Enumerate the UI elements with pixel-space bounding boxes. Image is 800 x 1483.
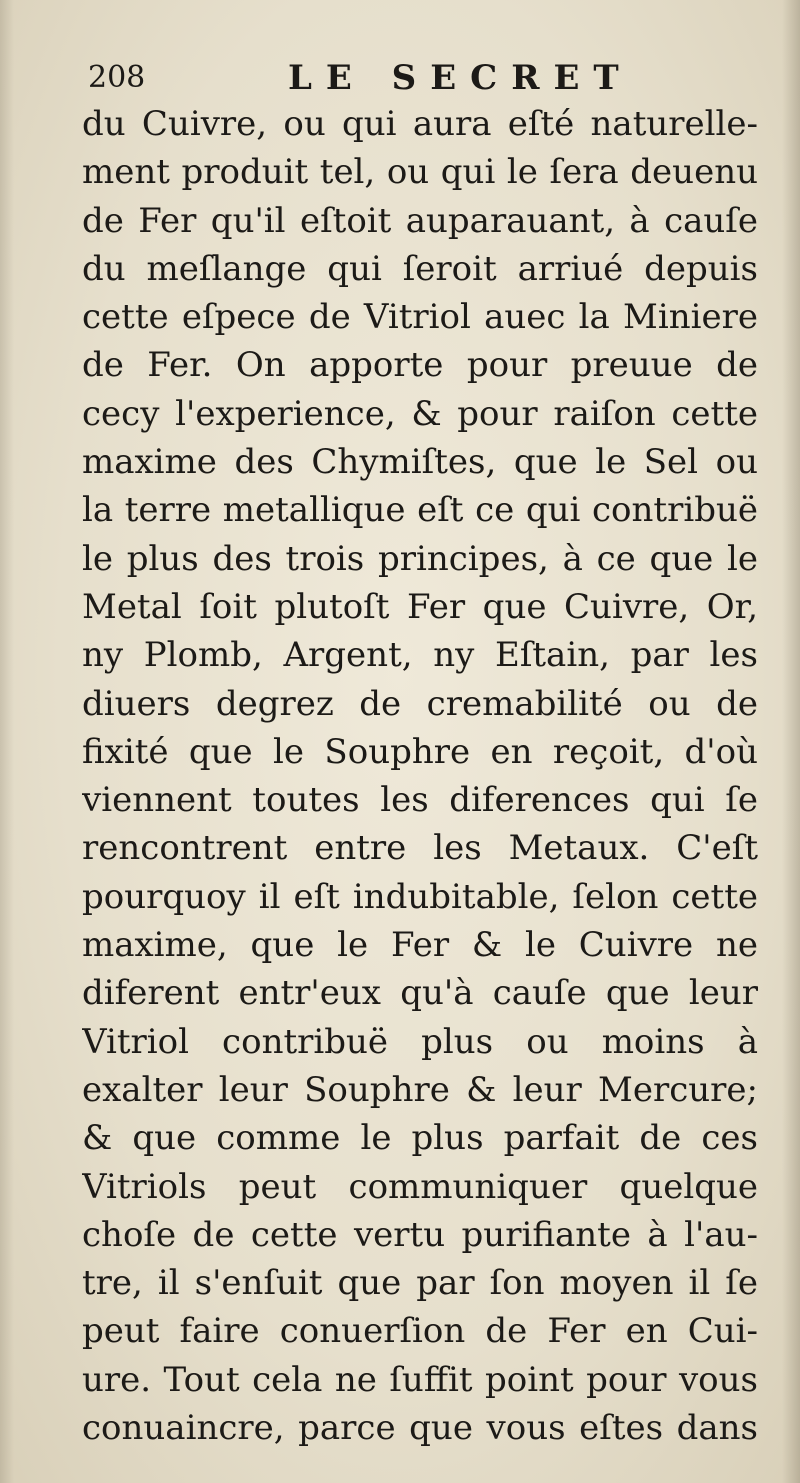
text-line: choſe de cette vertu purifiante à l'au- — [82, 1214, 758, 1255]
text-line: ny Plomb, Argent, ny Eſtain, par les — [82, 635, 758, 676]
text-line: rencontrent entre les Metaux. C'eſt — [82, 828, 758, 869]
text-line: ment produit tel, ou qui le ſera deuenu — [82, 152, 758, 193]
page-number: 208 — [88, 60, 146, 95]
text-line: conuaincre, parce que vous eſtes dans — [82, 1408, 758, 1449]
page-left-edge-shadow — [0, 0, 14, 1483]
text-line: tre, il s'enſuit que par ſon moyen il ſe — [82, 1263, 758, 1304]
text-line: exalter leur Souphre & leur Mercure; — [82, 1069, 758, 1110]
text-line: cette eſpece de Vitriol auec la Miniere — [82, 297, 758, 338]
text-line: Vitriols peut communiquer quelque — [82, 1166, 758, 1207]
page-right-edge-shadow — [782, 0, 800, 1483]
text-line: ure. Tout cela ne ſuffit point pour vous — [82, 1359, 758, 1400]
text-line: fixité que le Souphre en reçoit, d'où — [82, 731, 758, 772]
text-line: du meſlange qui ſeroit arriué depuis — [82, 248, 758, 289]
text-line: cecy l'experience, & pour raiſon cette — [82, 393, 758, 434]
text-line: peut faire conuerſion de Fer en Cui- — [82, 1311, 758, 1352]
text-line: & que comme le plus parfait de ces — [82, 1118, 758, 1159]
text-line: maxime des Chymiſtes, que le Sel ou — [82, 442, 758, 483]
text-line: la terre metallique eſt ce qui contribuë — [82, 490, 758, 531]
text-line: viennent toutes les diferences qui ſe — [82, 780, 758, 821]
page-header — [88, 58, 748, 102]
body-text — [82, 100, 758, 1452]
text-line: Vitriol contribuë plus ou moins à — [82, 1021, 758, 1062]
text-line: le plus des trois principes, à ce que le — [82, 538, 758, 579]
text-line: diuers degrez de cremabilité ou de — [82, 683, 758, 724]
text-line: diferent entr'eux qu'à cauſe que leur — [82, 973, 758, 1014]
text-line: du Cuivre, ou qui aura eſté naturelle- — [82, 104, 758, 144]
text-line: pourquoy il eſt indubitable, ſelon cette — [82, 876, 758, 917]
text-line: de Fer qu'il eſtoit auparauant, à cauſe — [82, 200, 758, 241]
text-line: maxime, que le Fer & le Cuivre ne — [82, 925, 758, 966]
text-line: de Fer. On apporte pour preuue de — [82, 345, 758, 386]
text-line: Metal ſoit plutoſt Fer que Cuivre, Or, — [82, 586, 758, 627]
running-title: LE SECRET — [288, 58, 633, 98]
